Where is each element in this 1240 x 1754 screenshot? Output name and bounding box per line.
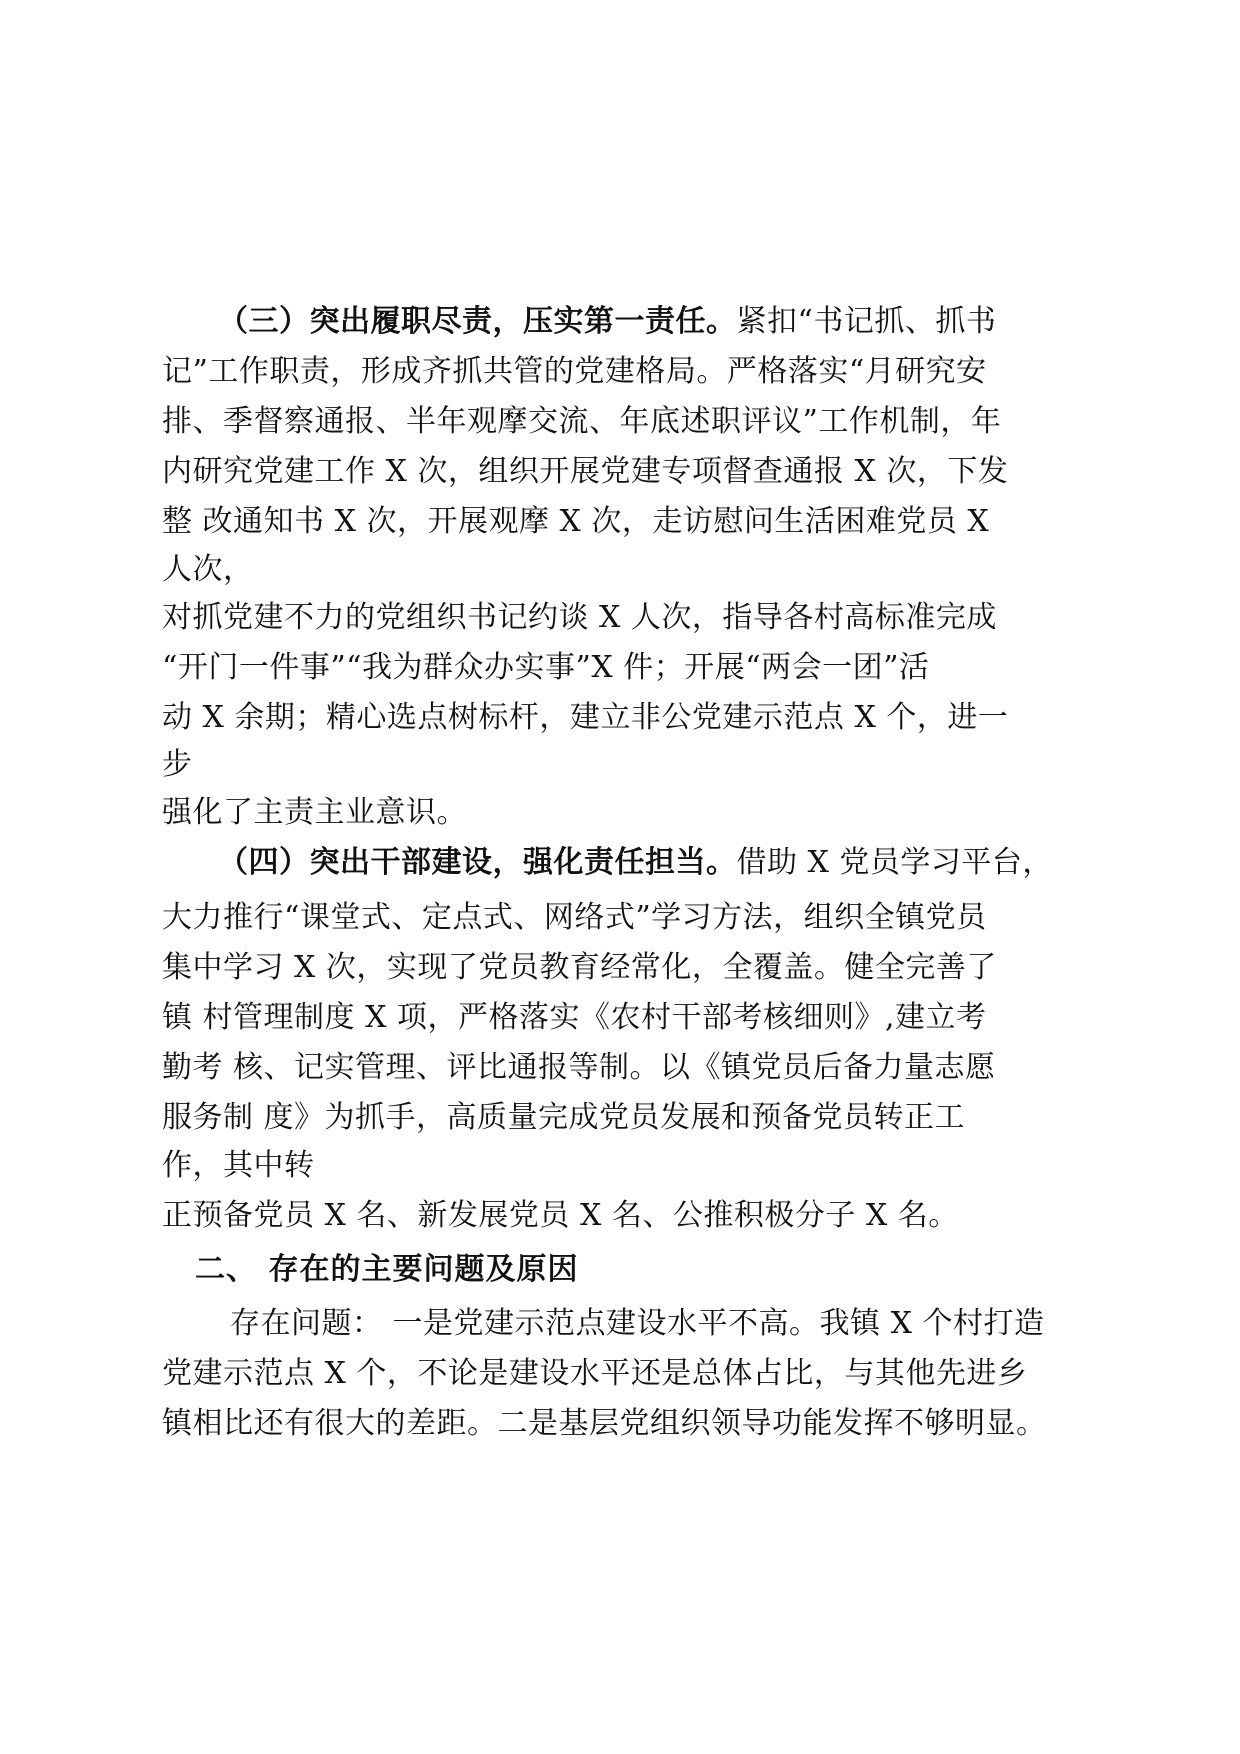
paragraph-line: 排、季督察通报、半年观摩交流、年底述职评议”工作机制，年	[162, 404, 1002, 439]
paragraph-line: 记”工作职责，形成齐抓共管的党建格局。严格落实“月研究安	[162, 354, 987, 389]
paragraph-line: 镇 村管理制度 X 项，严格落实《农村干部考核细则》,建立考	[162, 1000, 987, 1035]
paragraph-line: 步	[162, 747, 193, 782]
paragraph-line: 正预备党员 X 名、新发展党员 X 名、公推积极分子 X 名。	[162, 1198, 959, 1233]
paragraph-line: 勤考 核、记实管理、评比通报等制。以《镇党员后备力量志愿	[162, 1050, 996, 1085]
paragraph-line: 对抓党建不力的党组织书记约谈 X 人次，指导各村高标准完成	[162, 600, 997, 635]
paragraph-line: 人次，	[162, 552, 254, 587]
paragraph-line: 内研究党建工作 X 次，组织开展党建专项督查通报 X 次，下发	[162, 454, 1009, 489]
section-heading-3: （三）突出履职尽责，压实第一责任。	[218, 304, 737, 339]
paragraph-line: 集中学习 X 次，实现了党员教育经常化，全覆盖。健全完善了	[162, 950, 997, 985]
paragraph-line: 整 改通知书 X 次，开展观摩 X 次，走访慰问生活困难党员 X	[162, 504, 990, 539]
paragraph-line: 作，其中转	[162, 1148, 315, 1183]
paragraph-text: 紧扣“书记抓、抓书	[736, 304, 997, 339]
paragraph-line: “开门一件事”“我为群众办实事”X 件；开展“两会一团”活	[162, 650, 930, 685]
paragraph-line: 党建示范点 X 个，不论是建设水平还是总体占比，与其他先进乡	[162, 1356, 1028, 1391]
paragraph-line: 动 X 余期；精心选点树标杆，建立非公党建示范点 X 个，进一	[162, 700, 1009, 735]
paragraph-text: 借助 X 党员学习平台，	[736, 845, 1053, 880]
paragraph-line: 存在问题： 一是党建示范点建设水平不高。我镇 X 个村打造	[230, 1306, 1045, 1341]
paragraph-line: 大力推行“课堂式、定点式、网络式”学习方法，组织全镇党员	[162, 900, 987, 935]
paragraph-line	[218, 302, 996, 342]
paragraph-line: 镇相比还有很大的差距。二是基层党组织领导功能发挥不够明显。	[162, 1406, 1047, 1441]
paragraph-line	[218, 843, 1053, 883]
paragraph-line: 服务制 度》为抓手，高质量完成党员发展和预备党员转正工	[162, 1100, 966, 1135]
part-heading-2: 二、 存在的主要问题及原因	[195, 1252, 579, 1287]
section-heading-4: （四）突出干部建设，强化责任担当。	[218, 845, 737, 880]
paragraph-line: 强化了主责主业意识。	[162, 795, 467, 830]
